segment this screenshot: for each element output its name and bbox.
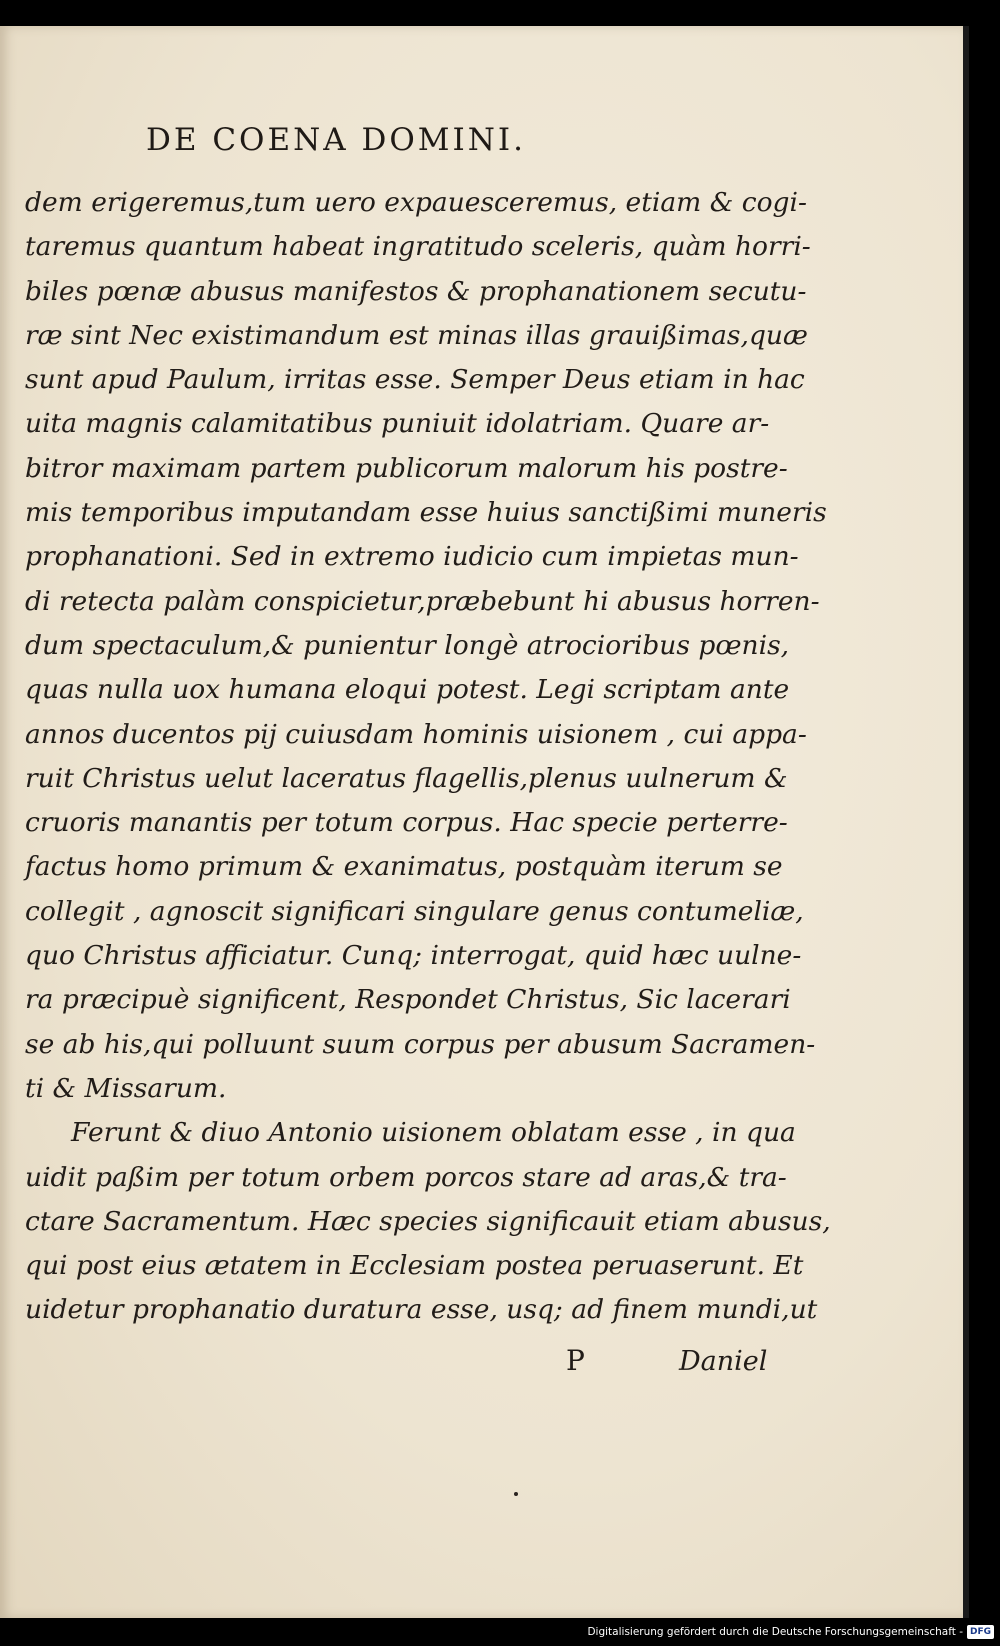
text-line: taremus quantum habeat ingratitudo sceleris, quàm horri- (25, 231, 811, 263)
text-line: biles pœnæ abusus manifestos & prophanationem secutu- (25, 275, 807, 307)
text-line: qui post eius ætatem in Ecclesiam postea peruaserunt. Et (25, 1250, 804, 1282)
paragraph-start-line: Ferunt & diuo Antonio uisionem oblatam esse , in qua (71, 1117, 796, 1149)
text-line: ruit Christus uelut laceratus flagellis,plenus uulnerum & (25, 762, 788, 794)
text-line: sunt apud Paulum, irritas esse. Semper Deus etiam in hac (25, 364, 805, 396)
body-text (25, 181, 831, 1333)
text-line: dem erigeremus,tum uero expauesceremus, etiam & cogi- (25, 187, 807, 218)
book-page (0, 26, 963, 1618)
text-line: uita magnis calamitatibus puniuit idolatriam. Quare ar- (25, 408, 770, 440)
text-line: uidit paßim per totum orbem porcos stare ad aras,& tra- (25, 1161, 787, 1193)
text-line: ctare Sacramentum. Hæc species significauit etiam abusus, (25, 1205, 831, 1237)
text-line: ræ sint Nec existimandum est minas illas grauißimas,quæ (25, 319, 808, 351)
text-line: dum spectaculum,& punientur longè atrocioribus pœnis, (25, 629, 790, 661)
ink-speck (514, 1492, 518, 1496)
text-line: uidetur prophanatio duratura esse, usq; ad finem mundi,ut (25, 1294, 818, 1326)
text-line: prophanationi. Sed in extremo iudicio cum impietas mun- (25, 541, 799, 573)
digitization-footer (587, 1624, 994, 1640)
text-line: bitror maximam partem publicorum malorum his postre- (25, 452, 788, 484)
text-line: se ab his,qui polluunt suum corpus per abusum Sacramen- (25, 1028, 816, 1060)
text-line: quo Christus afficiatur. Cunq; interrogat, quid hæc uulne- (25, 940, 802, 972)
text-line: ra præcipuè significent, Respondet Christus, Sic lacerari (25, 984, 791, 1016)
footer-credit: Digitalisierung gefördert durch die Deutsche Forschungsgemeinschaft - (587, 1626, 963, 1638)
signature-mark: P (566, 1344, 585, 1377)
text-line: factus homo primum & exanimatus, postquàm iterum se (25, 851, 783, 883)
page-edge (963, 26, 969, 1618)
text-line: cruoris manantis per totum corpus. Hac specie perterre- (25, 807, 788, 839)
text-line: ti & Missarum. (25, 1072, 227, 1104)
text-line: quas nulla uox humana eloqui potest. Legi scriptam ante (25, 674, 790, 706)
running-title: DE COENA DOMINI. (146, 122, 526, 158)
dfg-logo: DFG (967, 1625, 994, 1639)
text-line: annos ducentos pij cuiusdam hominis uisionem , cui appa- (25, 718, 807, 750)
text-line: di retecta palàm conspicietur,præbebunt hi abusus horren- (25, 585, 820, 617)
text-line: collegit , agnoscit significari singulare genus contumeliæ, (25, 895, 804, 927)
text-line: mis temporibus imputandam esse huius sanctißimi muneris (25, 497, 827, 529)
catchword: Daniel (679, 1346, 768, 1377)
